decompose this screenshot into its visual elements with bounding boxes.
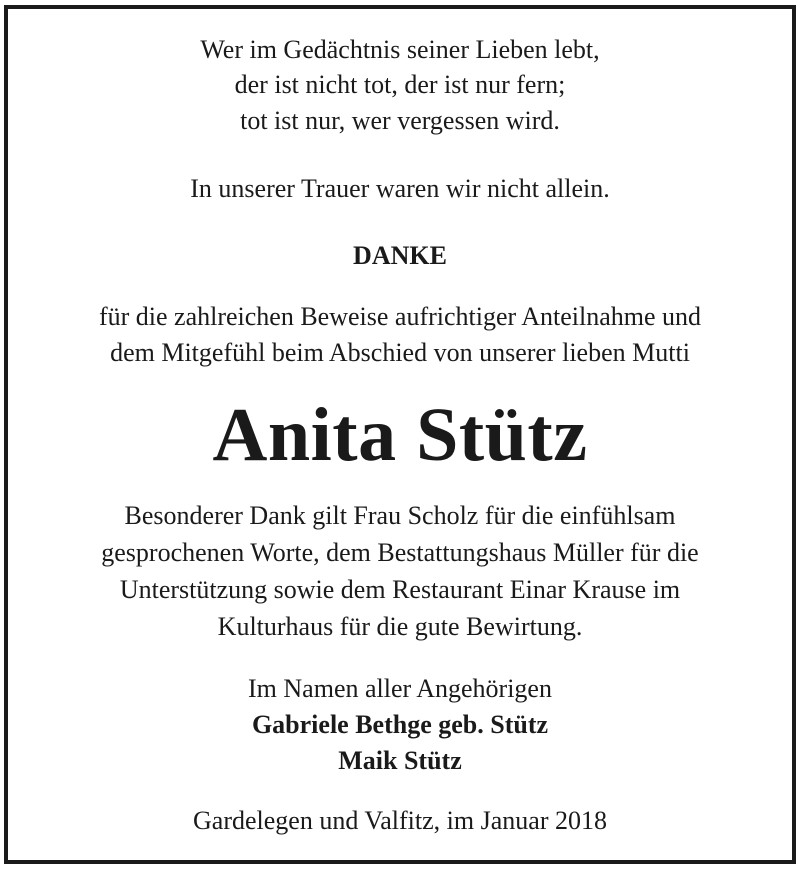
signature-intro: Im Namen aller Angehörigen (248, 674, 552, 703)
place-and-date: Gardelegen und Valfitz, im Januar 2018 (193, 806, 607, 835)
thanks-line-2: dem Mitgefühl beim Abschied von unserer lieben Mutti (110, 338, 690, 367)
signature-name-2: Maik Stütz (338, 746, 462, 775)
signature-name-1: Gabriele Bethge geb. Stütz (251, 710, 549, 739)
special-thanks-line-3: Unterstützung sowie dem Restaurant Einar Krause im (119, 575, 681, 604)
special-thanks-line-4: Kulturhaus für die gute Bewirtung. (217, 612, 583, 641)
special-thanks-line-1: Besonderer Dank gilt Frau Scholz für die einfühlsam (124, 501, 676, 530)
poem-line-2: der ist nicht tot, der ist nur fern; (234, 70, 566, 99)
special-thanks-line-2: gesprochenen Worte, dem Bestattungshaus Müller für die (101, 538, 699, 567)
thanks-line-1: für die zahlreichen Beweise aufrichtiger Anteilnahme und (98, 302, 702, 331)
deceased-name: Anita Stütz (212, 393, 588, 477)
poem-line-1: Wer im Gedächtnis seiner Lieben lebt, (200, 35, 600, 64)
notice-border (4, 5, 796, 864)
intro-text: In unserer Trauer waren wir nicht allein. (190, 174, 610, 203)
poem-line-3: tot ist nur, wer vergessen wird. (240, 106, 560, 135)
thanks-heading: DANKE (353, 241, 447, 270)
